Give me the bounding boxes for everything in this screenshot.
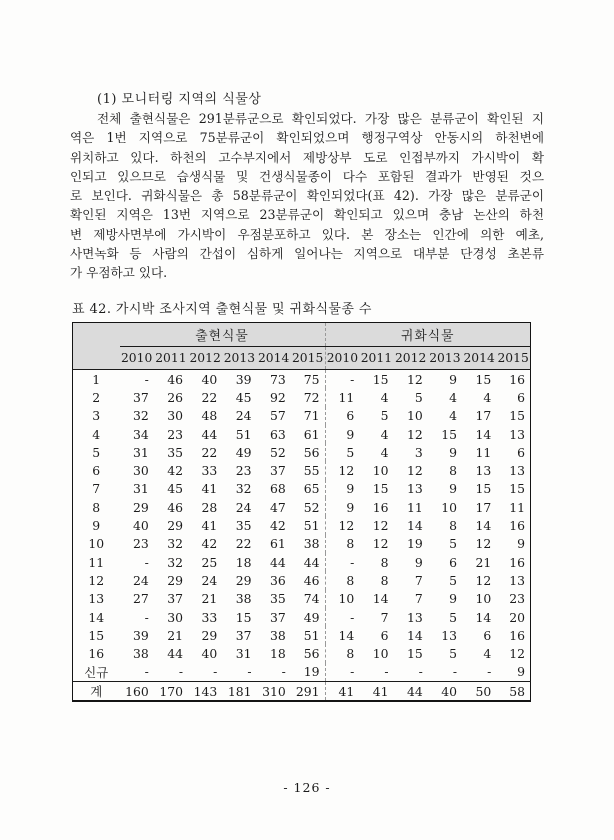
paragraph-line: 로 보인다. 귀화식물은 총 58분류군이 확인되었다(표 42). 가장 많은 분류군이 [70, 188, 544, 204]
value-cell: 4 [449, 408, 457, 424]
value-cell: - [144, 371, 149, 387]
table-row [73, 461, 531, 479]
value-cell: 46 [167, 499, 183, 515]
value-cell: - [418, 664, 423, 680]
value-cell: 57 [269, 408, 286, 424]
value-cell: 4 [449, 389, 457, 405]
table-caption: 표 42. 가시박 조사지역 출현식물 및 귀화식물종 수 [72, 302, 372, 317]
value-cell: 5 [380, 408, 389, 424]
value-cell: 26 [167, 389, 183, 405]
value-cell: 65 [303, 481, 320, 497]
year-header: 2012 [394, 347, 428, 370]
value-cell: 31 [235, 646, 252, 662]
value-cell: 14 [406, 518, 423, 534]
value-cell: 44 [394, 682, 428, 702]
value-cell: 38 [303, 536, 320, 552]
value-cell: 10 [325, 590, 359, 608]
table-row [73, 498, 531, 516]
table-row [73, 535, 531, 553]
value-cell: 22 [235, 536, 252, 552]
value-cell: 37 [269, 463, 286, 479]
value-cell: - [213, 664, 218, 680]
row-label: 1 [92, 371, 101, 387]
value-cell: 13 [406, 481, 423, 497]
value-cell: - [384, 664, 389, 680]
value-cell: - [281, 664, 286, 680]
value-cell: 17 [475, 499, 492, 515]
value-cell: 21 [201, 591, 218, 607]
value-cell: 55 [303, 463, 320, 479]
species-count-table [72, 322, 531, 702]
year-header: 2010 [120, 347, 154, 370]
value-cell: 9 [414, 554, 423, 570]
value-cell: 27 [132, 591, 149, 607]
year-header: 2010 [325, 347, 359, 370]
value-cell: 16 [509, 627, 525, 643]
value-cell: 74 [303, 591, 320, 607]
group-header: 귀화식물 [325, 323, 531, 347]
value-cell: 33 [201, 463, 218, 479]
table-row [73, 626, 531, 644]
value-cell: 29 [201, 627, 218, 643]
table-row [73, 663, 531, 682]
value-cell: 68 [269, 481, 286, 497]
table-head [73, 323, 531, 370]
value-cell: 10 [372, 463, 389, 479]
value-cell: 28 [201, 499, 218, 515]
value-cell: 10 [475, 591, 492, 607]
value-cell: 35 [167, 444, 183, 460]
value-cell: 6 [483, 627, 492, 643]
value-cell: 15 [475, 481, 492, 497]
value-cell: 5 [325, 443, 359, 461]
value-cell: 32 [167, 536, 183, 552]
value-cell: 7 [414, 591, 423, 607]
paragraph-line: 인되고 있으므로 습생식물 및 건생식물종이 다수 포함된 결과가 반영된 것으 [70, 168, 544, 184]
row-label: 10 [88, 536, 105, 552]
group-header-row [73, 323, 531, 347]
value-cell: 41 [201, 518, 218, 534]
value-cell: 23 [132, 536, 149, 552]
value-cell: 170 [154, 682, 188, 702]
value-cell: - [144, 664, 149, 680]
value-cell: 37 [235, 627, 252, 643]
value-cell: 63 [269, 426, 286, 442]
value-cell: 14 [475, 518, 492, 534]
value-cell: 30 [167, 408, 183, 424]
value-cell: 13 [441, 627, 457, 643]
table-row [73, 480, 531, 498]
value-cell: 21 [167, 627, 183, 643]
row-label: 12 [88, 572, 105, 588]
value-cell: 47 [269, 499, 286, 515]
value-cell: 3 [414, 444, 423, 460]
table-row [73, 388, 531, 406]
value-cell: 39 [235, 371, 252, 387]
value-cell: 12 [325, 516, 359, 534]
value-cell: 10 [372, 646, 389, 662]
value-cell: 9 [449, 481, 457, 497]
table-row [73, 425, 531, 443]
value-cell: 15 [441, 426, 457, 442]
value-cell: 37 [132, 389, 149, 405]
value-cell: 23 [167, 426, 183, 442]
value-cell: 15 [509, 408, 525, 424]
year-header: 2013 [428, 347, 462, 370]
paragraph-line: 가 우점하고 있다. [70, 265, 168, 281]
value-cell: 18 [235, 554, 252, 570]
row-label: 신규 [84, 664, 109, 680]
year-header: 2013 [222, 347, 256, 370]
value-cell: 9 [517, 536, 525, 552]
value-cell: 61 [303, 426, 320, 442]
row-label: 7 [92, 481, 101, 497]
value-cell: 143 [188, 682, 222, 702]
value-cell: 32 [132, 408, 149, 424]
value-cell: 13 [509, 572, 525, 588]
value-cell: 9 [325, 480, 359, 498]
value-cell: 32 [235, 481, 252, 497]
group-header: 출현식물 [120, 323, 326, 347]
value-cell: 21 [475, 554, 492, 570]
paragraph [70, 109, 544, 283]
value-cell: 46 [303, 572, 320, 588]
value-cell: 24 [235, 408, 252, 424]
value-cell: - [487, 664, 492, 680]
value-cell: - [144, 554, 149, 570]
value-cell: 160 [120, 682, 154, 702]
value-cell: 40 [132, 518, 149, 534]
table-body [73, 370, 531, 702]
value-cell: 12 [372, 518, 389, 534]
value-cell: 15 [235, 609, 252, 625]
row-label: 5 [92, 444, 101, 460]
table-row [73, 370, 531, 389]
value-cell: 16 [372, 499, 389, 515]
value-cell: 4 [380, 426, 389, 442]
value-cell: 6 [517, 389, 525, 405]
value-cell: 15 [406, 646, 423, 662]
value-cell: 6 [449, 554, 457, 570]
value-cell: 24 [132, 572, 149, 588]
value-cell: 23 [509, 591, 525, 607]
value-cell: 23 [235, 463, 252, 479]
row-label: 11 [88, 554, 105, 570]
value-cell: 45 [235, 389, 252, 405]
table-row [73, 608, 531, 626]
value-cell: 42 [167, 463, 183, 479]
value-cell: 29 [167, 518, 183, 534]
row-label: 8 [92, 499, 101, 515]
value-cell: 14 [406, 627, 423, 643]
year-header: 2014 [257, 347, 291, 370]
paragraph-line: 역은 1번 지역으로 75분류군이 확인되었으며 행정구역상 안동시의 하천변에 [70, 130, 544, 146]
value-cell: 6 [517, 444, 525, 460]
year-header: 2011 [154, 347, 188, 370]
value-cell: 20 [509, 609, 525, 625]
value-cell: 8 [325, 571, 359, 589]
value-cell: 12 [372, 536, 389, 552]
value-cell: 41 [359, 682, 393, 702]
value-cell: 8 [380, 554, 389, 570]
value-cell: 48 [201, 408, 218, 424]
table-row [73, 644, 531, 662]
value-cell: 5 [449, 536, 457, 552]
row-label: 2 [92, 389, 101, 405]
value-cell: 71 [303, 408, 320, 424]
value-cell: 41 [201, 481, 218, 497]
value-cell: 12 [325, 461, 359, 479]
value-cell: 24 [201, 572, 218, 588]
value-cell: 13 [509, 463, 525, 479]
value-cell: 14 [372, 591, 389, 607]
value-cell: 61 [269, 536, 286, 552]
value-cell: 49 [303, 609, 320, 625]
value-cell: 37 [167, 591, 183, 607]
table-row [73, 443, 531, 461]
value-cell: 16 [509, 518, 525, 534]
value-cell: 15 [509, 481, 525, 497]
row-label: 15 [88, 627, 105, 643]
value-cell: - [325, 663, 359, 682]
value-cell: 181 [222, 682, 256, 702]
value-cell: 29 [167, 572, 183, 588]
value-cell: 49 [235, 444, 252, 460]
value-cell: - [144, 609, 149, 625]
paragraph-line: 전체 출현식물은 291분류군으로 확인되었다. 가장 많은 분류군이 확인된 지 [97, 111, 544, 126]
value-cell: 38 [132, 646, 149, 662]
row-label: 6 [92, 463, 101, 479]
row-label: 9 [92, 518, 101, 534]
value-cell: - [325, 608, 359, 626]
value-cell: 15 [372, 481, 389, 497]
value-cell: 33 [201, 609, 218, 625]
value-cell: 29 [132, 499, 149, 515]
value-cell: 38 [269, 627, 286, 643]
value-cell: - [452, 664, 457, 680]
value-cell: 12 [509, 646, 525, 662]
value-cell: 17 [475, 408, 492, 424]
value-cell: 11 [325, 388, 359, 406]
page-number: - 126 - [283, 780, 331, 795]
value-cell: 9 [325, 425, 359, 443]
value-cell: 12 [475, 572, 492, 588]
value-cell: 4 [380, 444, 389, 460]
value-cell: 38 [235, 591, 252, 607]
value-cell: 22 [201, 444, 218, 460]
value-cell: 41 [325, 682, 359, 702]
value-cell: 30 [132, 463, 149, 479]
value-cell: 52 [269, 444, 286, 460]
value-cell: 75 [303, 371, 320, 387]
value-cell: 44 [303, 554, 320, 570]
value-cell: - [247, 664, 252, 680]
value-cell: 9 [517, 664, 525, 680]
row-label: 4 [92, 426, 101, 442]
value-cell: 24 [235, 499, 252, 515]
value-cell: 4 [483, 389, 492, 405]
value-cell: 5 [449, 572, 457, 588]
table-row [73, 590, 531, 608]
value-cell: 22 [201, 389, 218, 405]
value-cell: - [325, 553, 359, 571]
value-cell: 56 [303, 444, 320, 460]
value-cell: 36 [269, 572, 286, 588]
value-cell: 16 [509, 554, 525, 570]
value-cell: 58 [496, 682, 530, 702]
value-cell: 6 [325, 407, 359, 425]
value-cell: 12 [406, 463, 423, 479]
value-cell: 15 [372, 371, 389, 387]
value-cell: 92 [269, 389, 286, 405]
value-cell: 44 [201, 426, 218, 442]
table-row [73, 516, 531, 534]
value-cell: 310 [257, 682, 291, 702]
value-cell: 39 [132, 627, 149, 643]
value-cell: 9 [449, 371, 457, 387]
value-cell: 4 [483, 646, 492, 662]
value-cell: 10 [406, 408, 423, 424]
value-cell: 51 [303, 627, 320, 643]
value-cell: 45 [167, 481, 183, 497]
value-cell: 6 [380, 627, 389, 643]
year-header: 2014 [462, 347, 496, 370]
value-cell: 8 [449, 518, 457, 534]
value-cell: 42 [201, 536, 218, 552]
value-cell: 4 [380, 389, 389, 405]
value-cell: 13 [509, 426, 525, 442]
value-cell: 14 [475, 426, 492, 442]
value-cell: 12 [406, 426, 423, 442]
corner-cell [73, 323, 120, 347]
table-row [73, 407, 531, 425]
value-cell: 35 [269, 591, 286, 607]
year-header: 2015 [291, 347, 325, 370]
value-cell: 52 [303, 499, 320, 515]
value-cell: 8 [449, 463, 457, 479]
year-header: 2012 [188, 347, 222, 370]
year-header-row [73, 347, 531, 370]
value-cell: 30 [167, 609, 183, 625]
value-cell: 8 [325, 644, 359, 662]
value-cell: 35 [235, 518, 252, 534]
value-cell: - [178, 664, 183, 680]
value-cell: 29 [235, 572, 252, 588]
value-cell: 32 [167, 554, 183, 570]
value-cell: 44 [269, 554, 286, 570]
value-cell: 9 [449, 444, 457, 460]
row-label: 계 [73, 682, 120, 702]
value-cell: 12 [406, 371, 423, 387]
value-cell: 56 [303, 646, 320, 662]
value-cell: 40 [201, 646, 218, 662]
value-cell: 25 [201, 554, 218, 570]
value-cell: 11 [509, 499, 525, 515]
value-cell: 51 [235, 426, 252, 442]
value-cell: - [325, 370, 359, 389]
value-cell: 42 [269, 518, 286, 534]
value-cell: 46 [167, 371, 183, 387]
value-cell: 11 [475, 444, 492, 460]
table-container [72, 322, 531, 702]
value-cell: 5 [449, 646, 457, 662]
value-cell: 31 [132, 481, 149, 497]
table-total-row [73, 682, 531, 702]
row-label: 14 [88, 609, 105, 625]
value-cell: 13 [406, 609, 423, 625]
value-cell: 34 [132, 426, 149, 442]
value-cell: 50 [462, 682, 496, 702]
year-header: 2015 [496, 347, 530, 370]
paragraph-line: 변 제방사면부에 가시박이 우점분포하고 있다. 본 장소는 인간에 의한 예초, [70, 226, 544, 242]
value-cell: 12 [475, 536, 492, 552]
value-cell: 19 [303, 664, 320, 680]
row-label: 16 [88, 646, 105, 662]
value-cell: 5 [414, 389, 423, 405]
value-cell: 10 [441, 499, 457, 515]
value-cell: 8 [380, 572, 389, 588]
row-label: 13 [88, 591, 105, 607]
value-cell: 14 [325, 626, 359, 644]
value-cell: 40 [428, 682, 462, 702]
table-row [73, 553, 531, 571]
paragraph-line: 확인된 지역은 13번 지역으로 23분류군이 확인되고 있으며 충남 논산의 하천 [70, 207, 544, 223]
value-cell: 72 [303, 389, 320, 405]
value-cell: 37 [269, 609, 286, 625]
value-cell: 19 [406, 536, 423, 552]
value-cell: 11 [406, 499, 423, 515]
value-cell: 18 [269, 646, 286, 662]
value-cell: 9 [449, 591, 457, 607]
value-cell: 7 [380, 609, 389, 625]
value-cell: 9 [325, 498, 359, 516]
row-label: 3 [92, 408, 101, 424]
paragraph-line: 위치하고 있다. 하천의 고수부지에서 제방상부 도로 인접부까지 가시박이 확 [70, 149, 544, 165]
year-header: 2011 [359, 347, 393, 370]
value-cell: 291 [291, 682, 325, 702]
value-cell: 73 [269, 371, 286, 387]
value-cell: 14 [475, 609, 492, 625]
value-cell: 8 [325, 535, 359, 553]
value-cell: 51 [303, 518, 320, 534]
value-cell: 31 [132, 444, 149, 460]
paragraph-line: 사면녹화 등 사람의 간섭이 심하게 일어나는 지역으로 대부분 단경성 초본류 [70, 246, 544, 262]
corner-cell [73, 347, 120, 370]
value-cell: 5 [449, 609, 457, 625]
value-cell: 40 [201, 371, 218, 387]
section-heading: (1) 모니터링 지역의 식물상 [97, 92, 262, 107]
value-cell: 44 [167, 646, 183, 662]
value-cell: 13 [475, 463, 492, 479]
table-row [73, 571, 531, 589]
value-cell: 16 [509, 371, 525, 387]
value-cell: 7 [414, 572, 423, 588]
value-cell: 15 [475, 371, 492, 387]
